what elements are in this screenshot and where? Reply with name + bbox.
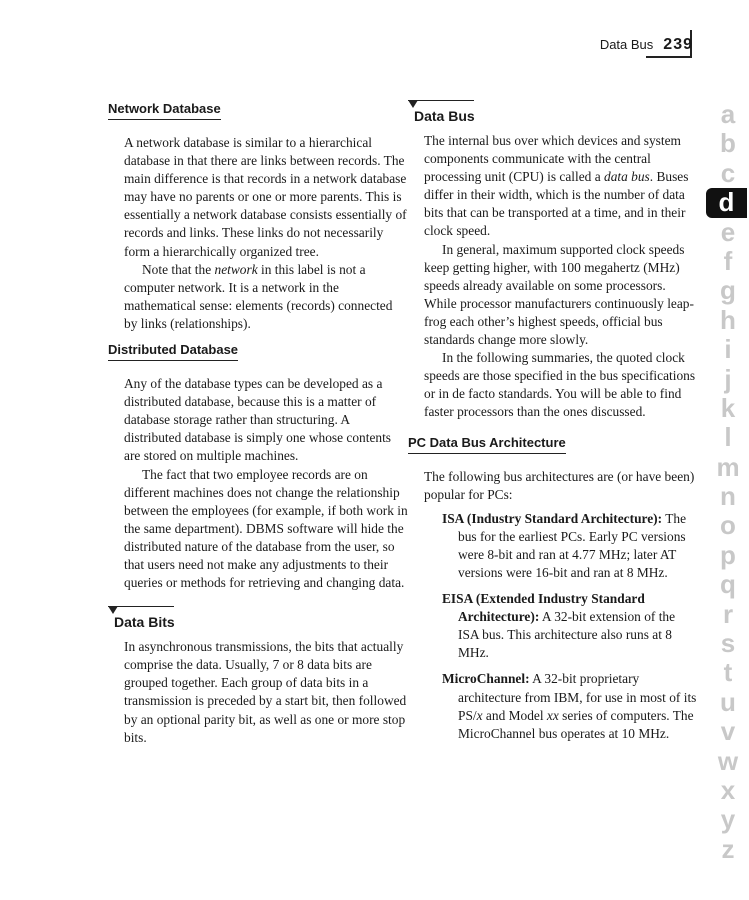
thumb-index-letter-w: w bbox=[717, 745, 739, 776]
data-bits-entry-marker bbox=[108, 606, 408, 630]
header-rule-horizontal bbox=[646, 56, 692, 58]
thumb-index-letter-v: v bbox=[720, 716, 736, 747]
thumb-index-letter-x: x bbox=[720, 774, 736, 805]
thumb-index-letter-d: d bbox=[706, 188, 747, 217]
isa-definition: ISA (Industry Standard Architecture): The bus for the earliest PCs. Early PC versions were 8-bit and ran at 4.77 MHz; later AT versions were 16-bit and ran at 8 MHz. bbox=[442, 510, 687, 580]
thumb-index-letter-m: m bbox=[716, 451, 740, 482]
thumb-index-letter-n: n bbox=[720, 481, 736, 512]
data-bits-heading: Data Bits bbox=[114, 614, 175, 631]
network-database-heading: Network Database bbox=[108, 101, 221, 120]
thumb-index-letter-h: h bbox=[720, 304, 736, 335]
page-number: 239 bbox=[663, 36, 693, 53]
thumb-index-letter-k: k bbox=[720, 392, 736, 423]
data-bus-para-1: The internal bus over which devices and system components communicate with the central processing unit (CPU) is called a data bus. Buses differ in their width, which is the number of data bits that can be transported at a time, and in their clock speed. bbox=[424, 133, 689, 239]
thumb-index-letter-a: a bbox=[720, 99, 736, 129]
thumb-index-letter-y: y bbox=[720, 804, 736, 835]
thumb-index-letter-p: p bbox=[720, 539, 736, 570]
thumb-index-letter-l: l bbox=[724, 422, 732, 453]
thumb-index-letter-q: q bbox=[720, 569, 736, 600]
data-bus-para-2: In general, maximum supported clock speeds keep getting higher, with 100 megahertz (MHz) speeds already available on some processors. While processor manufacturers continuously leap-frog each other’s highest speeds, official bus standards change more slowly. bbox=[424, 241, 694, 348]
thumb-index-letter-b: b bbox=[720, 128, 736, 159]
eisa-definition: EISA (Extended Industry Standard Architecture): A 32-bit extension of the ISA bus. This architecture also runs at 8 MHz. bbox=[442, 591, 676, 661]
thumb-index-letter-u: u bbox=[720, 686, 736, 717]
pc-data-bus-architecture-heading: PC Data Bus Architecture bbox=[408, 435, 566, 454]
microchannel-definition: MicroChannel: A 32-bit proprietary architecture from IBM, for use in most of its PS/x and Model xx series of computers. The MicroChannel bus operates at 10 MHz. bbox=[442, 671, 697, 741]
data-bits-para-1: In asynchronous transmissions, the bits that actually comprise the data. Usually, 7 or 8 data bits are grouped together. Each group of data bits in a transmission is preceded by a start bit, then followed by an optional parity bit, as well as one or more stop bits. bbox=[124, 639, 407, 745]
triangle-marker-icon bbox=[108, 606, 118, 614]
distributed-database-para-2: The fact that two employee records are on different machines does not change the relationship between the employees (for example, if both work in the same department). DBMS software will hide the distributed nature of the database from the user, so that users need not make any adjustments to their queries or methods for retrieving and changing data. bbox=[124, 466, 408, 591]
running-header bbox=[600, 36, 693, 54]
thumb-index-letter-t: t bbox=[723, 657, 733, 688]
network-database-para-2: Note that the network in this label is not a computer network. It is a network in the mathematical sense: elements (records) connected by links (relationships). bbox=[124, 261, 393, 331]
thumb-index-letter-r: r bbox=[722, 598, 734, 629]
distributed-database-para-1: Any of the database types can be developed as a distributed database, because this is a matter of database storage rather than structuring. A distributed database is simply one whose contents are stored on multiple machines. bbox=[124, 376, 392, 464]
network-database-para-1: A network database is similar to a hierarchical database in that there are links between records. The main difference is that records in a network database may have no parents or one or more parents. This is essentially a network database consists essentially of records and links. These links do not necessarily form a hierarchically organized tree. bbox=[124, 135, 407, 259]
left-column bbox=[108, 100, 408, 747]
triangle-marker-icon bbox=[408, 100, 418, 108]
thumb-index-letter-e: e bbox=[720, 216, 736, 247]
thumb-index-letter-z: z bbox=[721, 833, 735, 864]
thumb-index-letter-g: g bbox=[720, 275, 736, 306]
thumb-index-letter-s: s bbox=[720, 628, 736, 659]
thumb-index-letter-c: c bbox=[720, 157, 736, 188]
data-bus-entry-marker bbox=[408, 100, 698, 124]
distributed-database-heading: Distributed Database bbox=[108, 342, 238, 361]
data-bus-heading: Data Bus bbox=[414, 108, 475, 124]
alphabet-thumb-index bbox=[709, 100, 747, 864]
thumb-index-letter-i: i bbox=[724, 334, 732, 365]
thumb-index-letter-j: j bbox=[724, 363, 732, 394]
running-header-title: Data Bus bbox=[599, 37, 654, 52]
right-column bbox=[408, 100, 698, 751]
data-bus-para-3: In the following summaries, the quoted clock speeds are those specified in the bus specifications or in de facto standards. You will be able to find faster processors than the ones discussed. bbox=[424, 350, 696, 420]
thumb-index-letter-f: f bbox=[723, 245, 733, 276]
pc-arch-intro: The following bus architectures are (or have been) popular for PCs: bbox=[424, 468, 695, 502]
thumb-index-letter-o: o bbox=[720, 510, 736, 541]
